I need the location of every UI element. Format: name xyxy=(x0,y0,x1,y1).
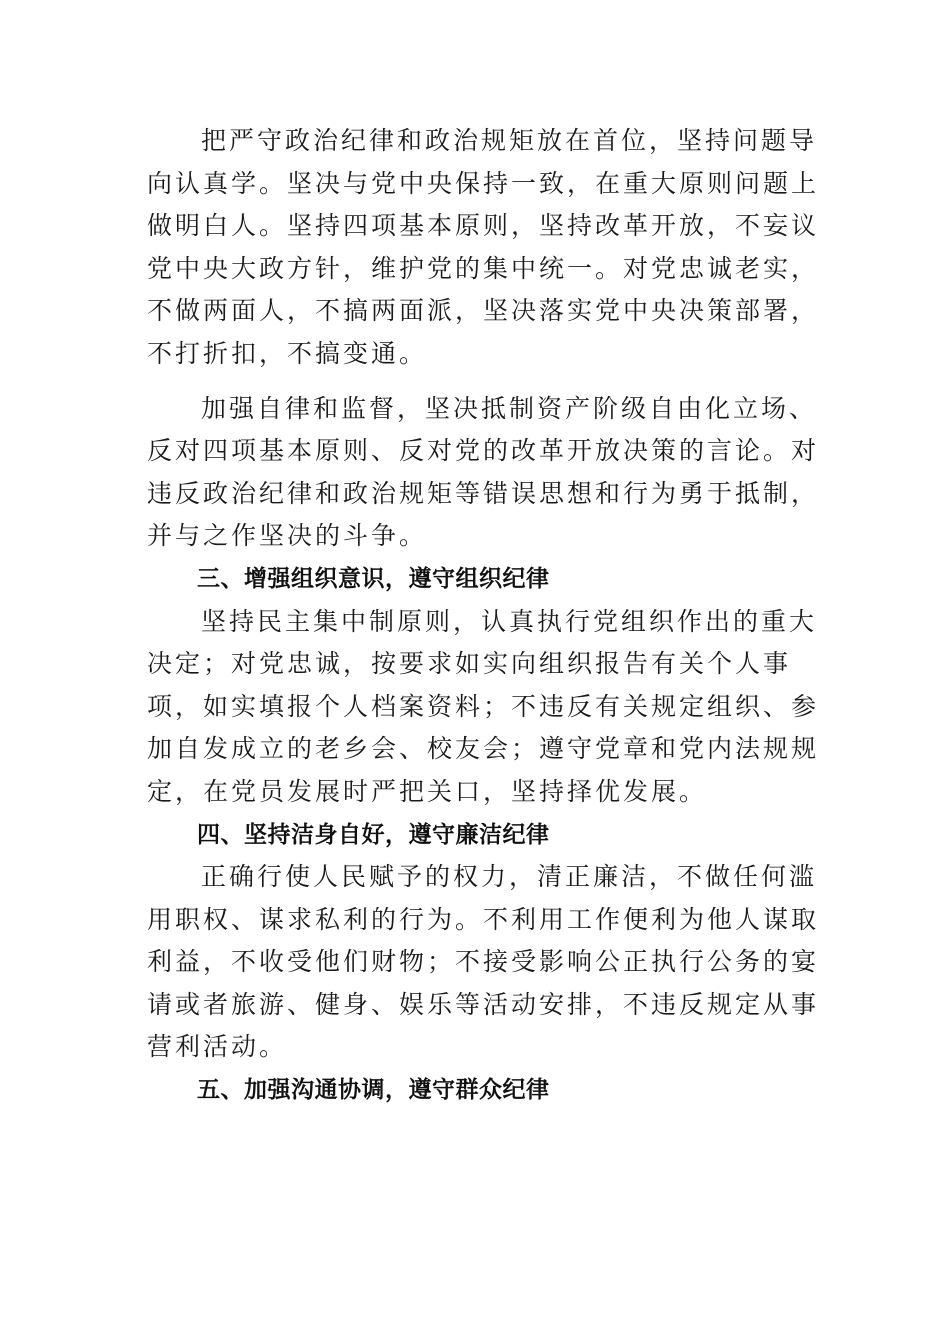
section-heading-integrity: 四、坚持洁身自好，遵守廉洁纪律 xyxy=(197,821,550,848)
paragraph-self-discipline: 加强自律和监督，坚决抵制资产阶级自由化立场、反对四项基本原则、反对党的改革开放决策的言论。对违反政治纪律和政治规矩等错误思想和行为勇于抵制，并与之作坚决的斗争。 xyxy=(147,393,820,551)
paragraph-organization-discipline: 坚持民主集中制原则，认真执行党组织作出的重大决定；对党忠诚，按要求如实向组织报告有关个人事项，如实填报个人档案资料；不违反有关规定组织、参加自发成立的老乡会、校友会；遵守党章和党内法规规定，在党员发展时严把关口，坚持择优发展。 xyxy=(147,606,820,806)
paragraph-political-discipline: 把严守政治纪律和政治规矩放在首位，坚持问题导向认真学。坚决与党中央保持一致，在重大原则问题上做明白人。坚持四项基本原则，坚持改革开放，不妄议党中央大政方针，维护党的集中统一。对党忠诚老实，不做两面人，不搞两面派，坚决落实党中央决策部署，不打折扣，不搞变通。 xyxy=(147,126,820,368)
paragraph-integrity-discipline: 正确行使人民赋予的权力，清正廉洁，不做任何滥用职权、谋求私利的行为。不利用工作便利为他人谋取利益，不收受他们财物；不接受影响公正执行公务的宴请或者旅游、健身、娱乐等活动安排，不违反规定从事营利活动。 xyxy=(147,862,820,1062)
section-heading-organization: 三、增强组织意识，遵守组织纪律 xyxy=(197,565,550,592)
document-body xyxy=(147,120,827,1112)
section-heading-masses: 五、加强沟通协调，遵守群众纪律 xyxy=(197,1077,550,1104)
